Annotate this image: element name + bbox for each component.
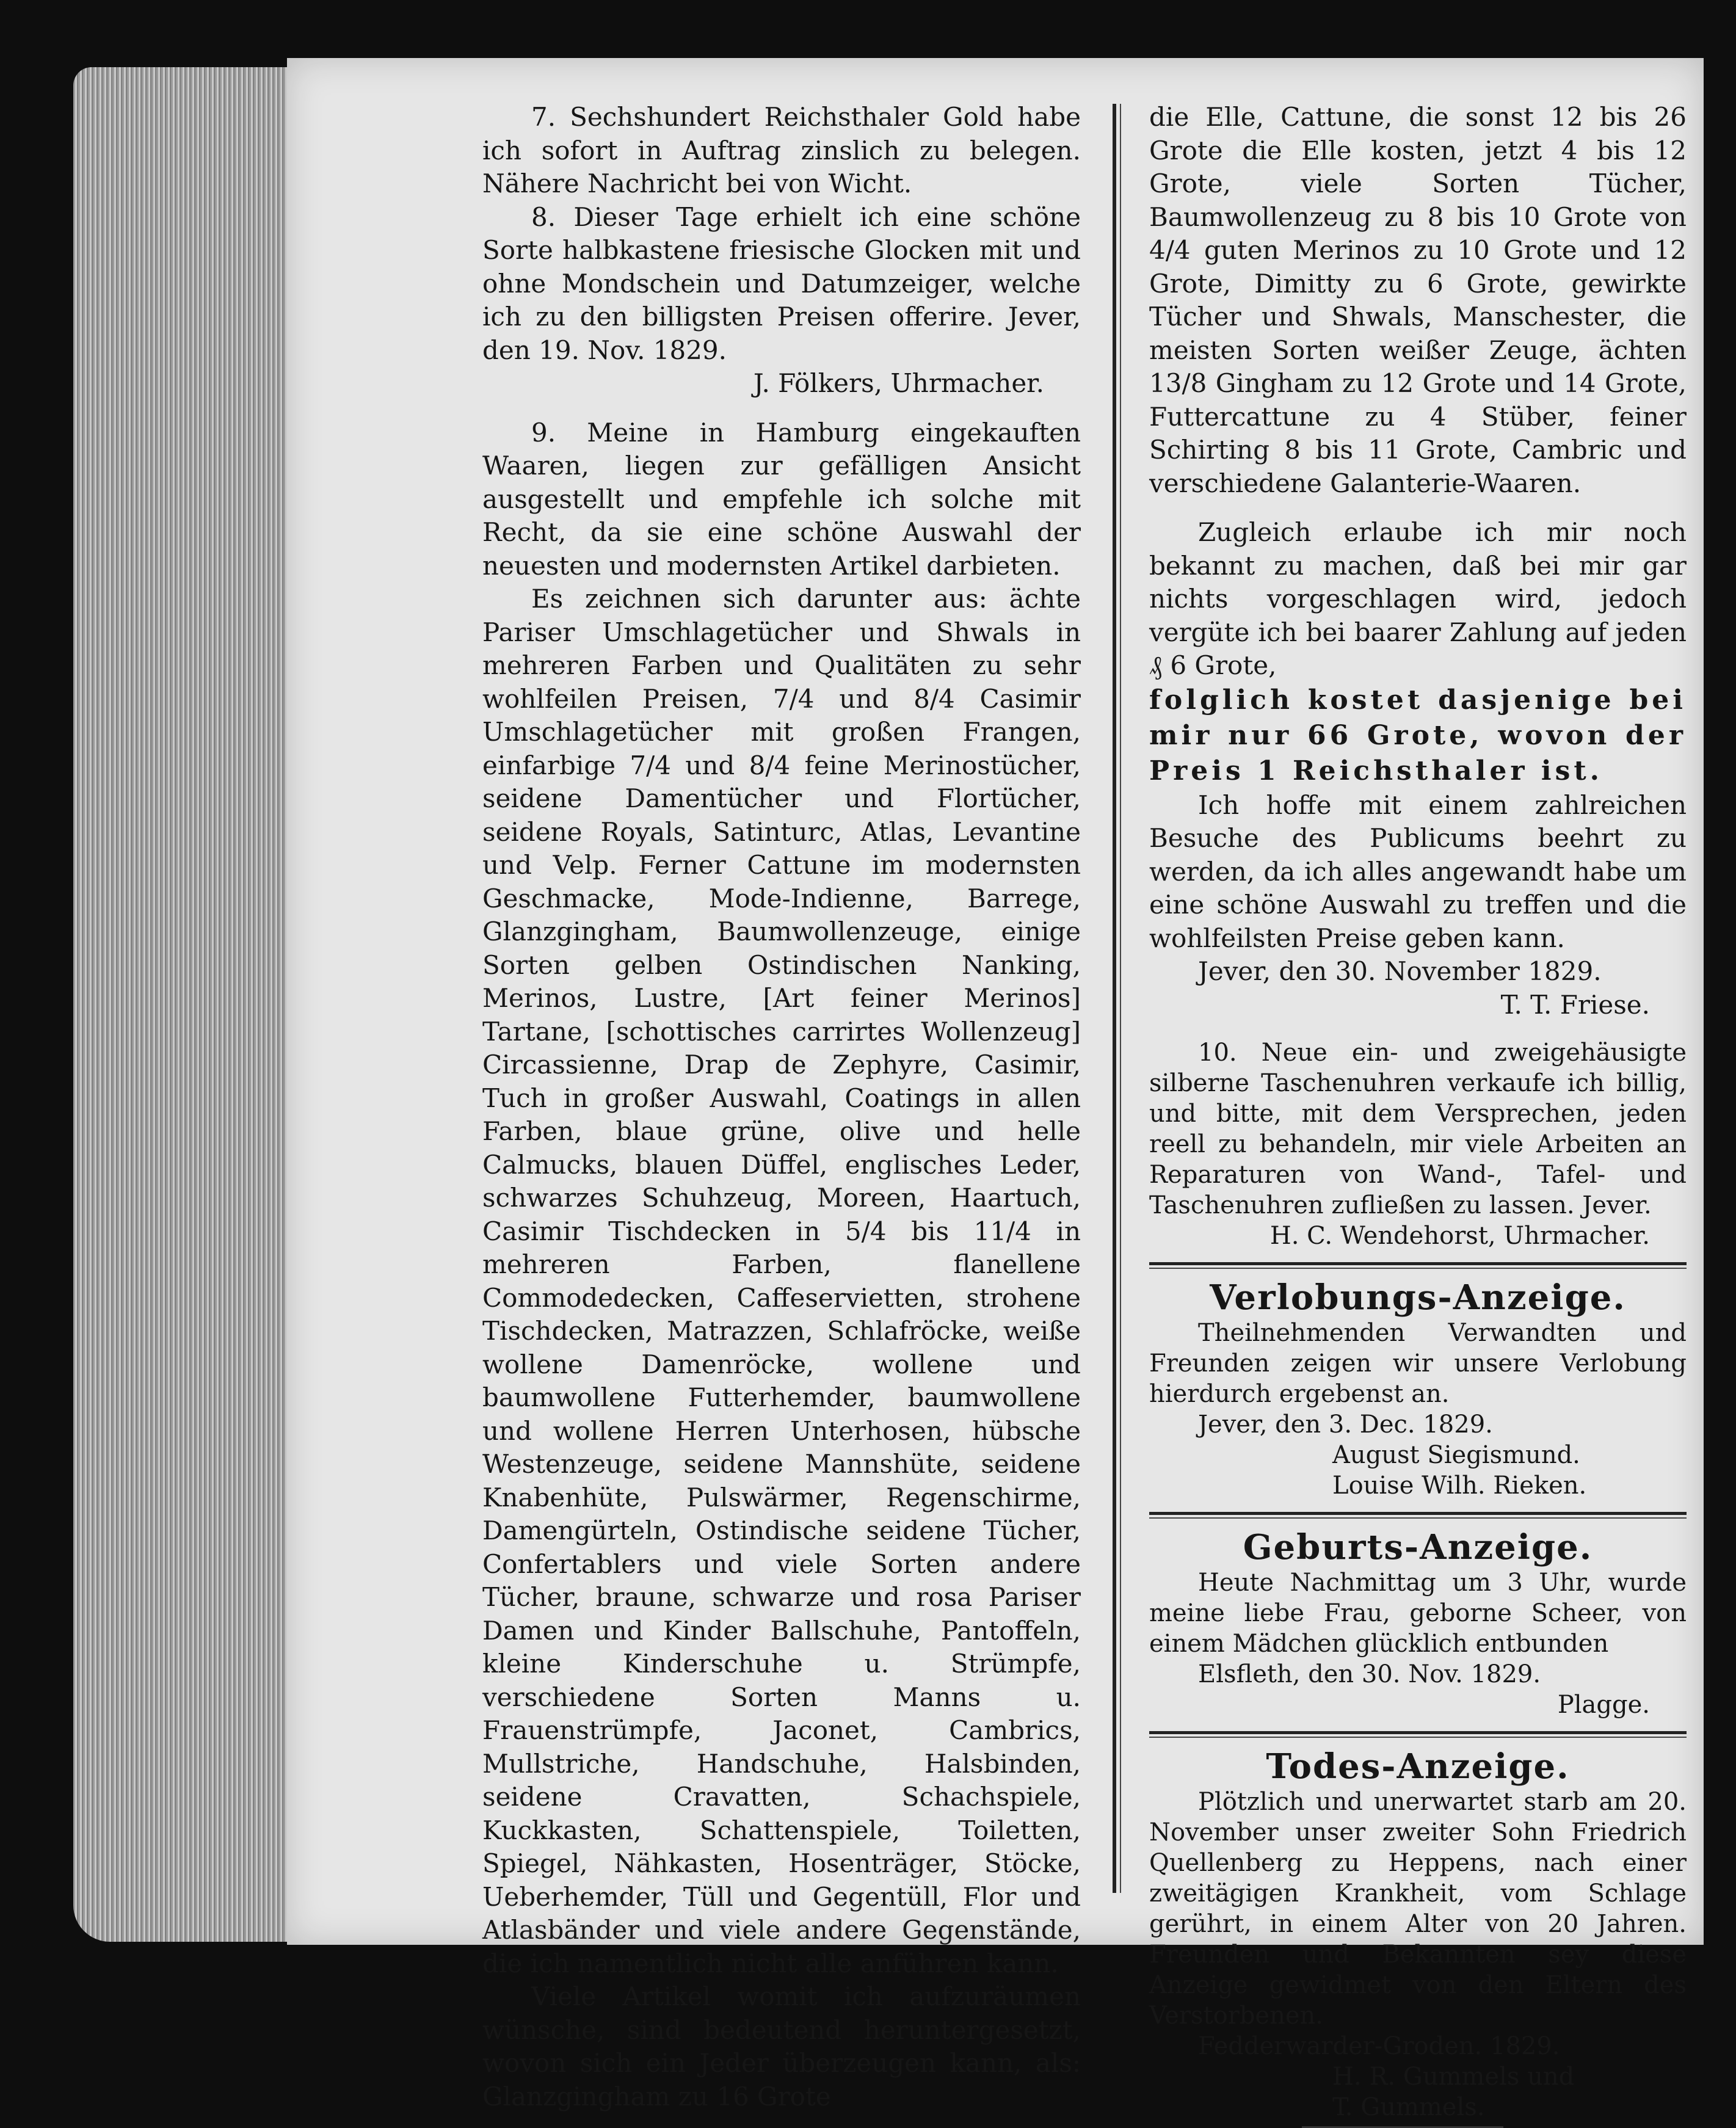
section-divider — [1149, 1731, 1687, 1738]
notice-7: 7. Sechshundert Reichsthaler Gold habe ich sofort in Auftrag zinslich zu belegen. Nähere Nachricht bei von Wicht. — [482, 102, 1081, 198]
book-page-edges — [73, 67, 318, 1942]
column-divider-thin — [1120, 104, 1121, 1893]
engagement-text: Theilnehmenden Verwandten und Freunden zeigen wir unsere Verlobung hierdurch ergebenst an. — [1149, 1319, 1687, 1408]
notice-9-items: Es zeichnen sich darunter aus: ächte Pariser Umschlagetücher und Shwals in mehreren Farben und Qualitäten zu sehr wohlfeilen Preisen, 7/4 und 8/4 Casimir Umschlagetücher mit großen Frangen, einfarbige 7/4 und 8/4 feine Merinostücher, seidene Damentücher und Flortücher, seidene Royals, Satinturc, Atlas, Levantine und Velp. Ferner Cattune im modernsten Geschmacke, Mode-Indienne, Barrege, Glanzgingham, Baumwollenzeuge, einige Sorten gelben Ostindischen Nanking, Merinos, Lustre, [Art feiner Merinos] Tartane, [schottisches carrirtes Wollenzeug] Circassienne, Drap de Zephyre, Casimir, Tuch in großer Auswahl, Coatings in allen Farben, blaue grüne, olive und helle Calmucks, blauen Düffel, englisches Leder, schwarzes Schuhzeug, Moreen, Haartuch, Casimir Tischdecken in 5/4 bis 11/4 in mehreren Farben, flanellene Commodedecken, Caffeservietten, strohene Tischdecken, Matrazzen, Schlafröcke, weiße wollene Damenröcke, wollene und baumwollene Futterhemder, baumwollene und wollene Herren Unterhosen, hübsche Westenzeuge, seidene Mannshüte, seidene Knabenhüte, Pulswärmer, Regenschirme, Damengürteln, Ostindische seidene Tücher, Confertablers und viele Sorten andere Tücher, braune, schwarze und rosa Pariser Damen und Kinder Ballschuhe, Pantoffeln, kleine Kinderschuhe u. Strümpfe, verschiedene Sorten Manns u. Frauenstrümpfe, Jaconet, Cambrics, Mullstriche, Handschuhe, Halsbinden, seidene Cravatten, Schachspiele, Kuckkasten, Schattenspiele, Toiletten, Spiegel, Nähkasten, Hosenträger, Stöcke, Ueberhemder, Tüll und Gegentüll, Flor und Atlasbänder und viele andere Gegenstände, die ich namentlich nicht alle anführen kann. — [482, 584, 1081, 1978]
birth-signature: Plagge. — [1557, 1691, 1650, 1719]
right-column — [1149, 101, 1687, 2128]
notice-9-discount-emphasis: folglich kostet dasjenige bei mir nur 66 Grote, wovon der Preis 1 Reichsthaler ist. — [1149, 684, 1687, 786]
notice-9: 9. Meine in Hamburg eingekauften Waaren, liegen zur gefälligen Ansicht ausgestellt und empfehle ich solche mit Recht, da sie eine schöne Auswahl der neuesten und modernsten Artikel darbieten. — [482, 417, 1081, 581]
notice-8: 8. Dieser Tage erhielt ich eine schöne Sorte halbkastene friesische Glocken mit und ohne Mondschein und Datumzeiger, welche ich zu den billigsten Preisen offerire. Jever, den 19. Nov. 1829. — [482, 202, 1081, 365]
column-divider — [1113, 104, 1116, 1893]
death-signature-2: T. Gummels. — [1332, 2093, 1485, 2121]
death-text: Plötzlich und unerwartet starb am 20. November unser zweiter Sohn Friedrich Quellenberg zu Heppens, nach einer zweitägigen Krankheit, vom Schlage gerührt, in einem Alter von 20 Jahren. Freunden und Bekannten sey diese Anzeige gewidmet von den Eltern des Verstorbenen. — [1149, 1788, 1687, 2030]
notice-10: 10. Neue ein- und zweigehäusigte silberne Taschenuhren verkaufe ich billig, und bitte, mit dem Versprechen, jeden reell zu behandeln, mir viele Arbeiten an Reparaturen von Wand-, Tafel- und Taschenuhren zufließen zu lassen. Jever. — [1149, 1039, 1687, 1219]
notice-9-prices: Viele Artikel womit ich aufzuräumen wünsche, sind bedeutend heruntergesetzt, wovon sich ein Jeder überzeugen kann, als: Glanzgingham zu 16 Grote — [482, 1981, 1081, 2112]
engagement-signature-1: August Siegismund. — [1332, 1441, 1580, 1469]
notice-9-closing: Ich hoffe mit einem zahlreichen Besuche des Publicums beehrt zu werden, da ich alles angewandt habe um eine schöne Auswahl zu treffen und die wohlfeilsten Preise geben kann. — [1149, 790, 1687, 953]
section-divider — [1149, 1262, 1687, 1269]
birth-date: Elsfleth, den 30. Nov. 1829. — [1198, 1660, 1541, 1688]
left-column — [482, 101, 1081, 2113]
notice-10-signature: H. C. Wendehorst, Uhrmacher. — [1269, 1222, 1650, 1250]
death-heading: Todes-Anzeige. — [1266, 1746, 1570, 1787]
notice-9-continued: die Elle, Cattune, die sonst 12 bis 26 Grote die Elle kosten, jetzt 4 bis 12 Grote, viele Sorten Tücher, Baumwollenzeug zu 8 bis 10 Grote von 4/4 guten Merinos zu 10 Grote und 12 Grote, Dimitty zu 6 Grote, gewirkte Tücher und Shwals, Manschester, die meisten Sorten weißer Zeuge, ächten 13/8 Gingham zu 12 Grote und 14 Grote, Futtercattune zu 4 Stüber, feiner Schirting 8 bis 11 Grote, Cambric und verschiedene Galanterie-Waaren. — [1149, 102, 1687, 498]
death-place: Fedderwarder-Groden. 1829. — [1198, 2032, 1560, 2060]
engagement-date: Jever, den 3. Dec. 1829. — [1198, 1411, 1493, 1439]
notice-9-date: Jever, den 30. November 1829. — [1198, 956, 1602, 986]
newspaper-page — [287, 58, 1704, 2121]
engagement-heading: Verlobungs-Anzeige. — [1210, 1277, 1626, 1318]
death-signature-1: H. R. Gummels und — [1332, 2063, 1575, 2091]
birth-text: Heute Nachmittag um 3 Uhr, wurde meine liebe Frau, geborne Scheer, von einem Mädchen glücklich entbunden — [1149, 1569, 1687, 1658]
birth-heading: Geburts-Anzeige. — [1243, 1527, 1593, 1567]
engagement-signature-2: Louise Wilh. Rieken. — [1332, 1472, 1587, 1500]
notice-9-signature: T. T. Friese. — [1500, 989, 1650, 1020]
notice-9-discount: Zugleich erlaube ich mir noch bekannt zu machen, daß bei mir gar nichts vorgeschlagen wird, jedoch vergüte ich bei baarer Zahlung auf jeden ₰ 6 Grote, — [1149, 517, 1687, 680]
notice-8-signature: J. Fölkers, Uhrmacher. — [753, 368, 1044, 398]
section-divider — [1149, 1512, 1687, 1519]
